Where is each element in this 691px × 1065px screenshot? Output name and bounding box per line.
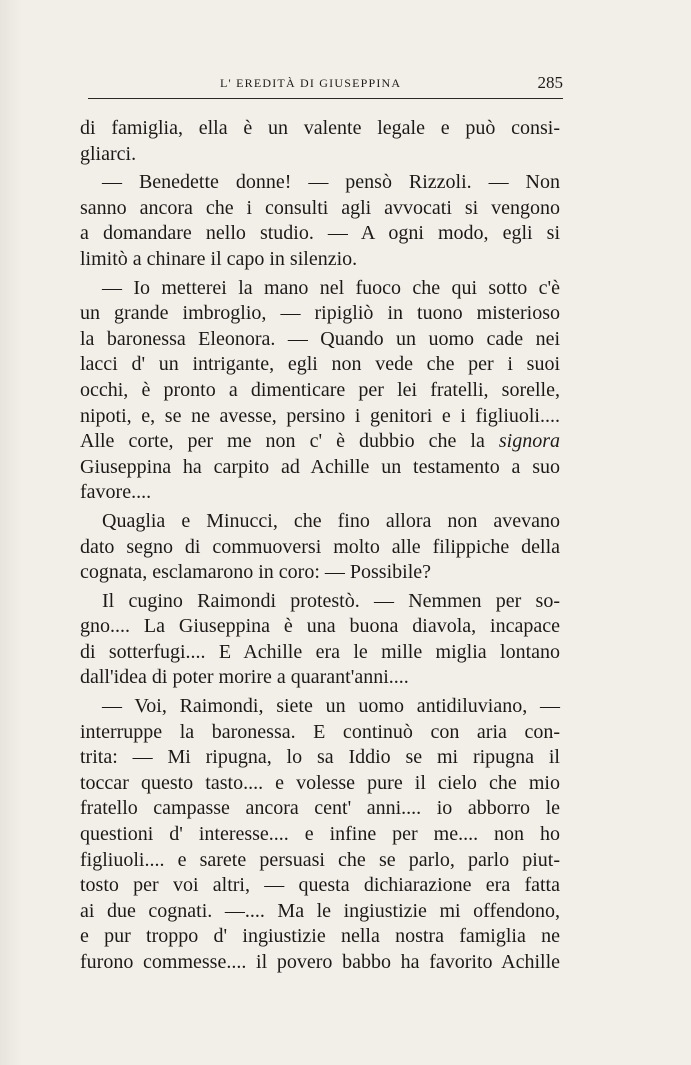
text-line: dall'idea di poter morire a quarant'anni.... [80, 666, 409, 689]
text-line: gliarci. [80, 142, 137, 165]
text-line: gno.... La Giuseppina è una buona diavola, incapace [80, 615, 560, 638]
text-line: — Benedette donne! — pensò Rizzoli. — Non [102, 171, 560, 194]
text-line: — Io metterei la mano nel fuoco che qui sotto c'è [102, 276, 560, 299]
page-gutter-shadow [0, 0, 22, 1065]
text-line: lacci d' un intrigante, egli non vede che per i suoi [80, 353, 560, 376]
page-number: 285 [537, 73, 563, 92]
running-header [88, 72, 563, 96]
text-line: nipoti, e, se ne avesse, persino i genitori e i figliuoli.... [80, 404, 560, 427]
text-line-with-emphasis [80, 429, 560, 455]
emphasized-word: signora [498, 430, 560, 453]
text-line: a domandare nello studio. — A ogni modo, egli si [80, 222, 560, 245]
text-line: furono commesse.... il povero babbo ha favorito Achille [80, 951, 560, 973]
text-line: figliuoli.... e sarete persuasi che se parlo, parlo piut- [80, 848, 560, 871]
text-line: favore.... [80, 481, 152, 504]
text-line: dato segno di commuoversi molto alle filippiche della [80, 535, 560, 558]
text-line: cognata, esclamarono in coro: — Possibile? [80, 561, 432, 584]
text-line: questioni d' interesse.... e infine per me.... non ho [80, 823, 560, 846]
text-line: e pur troppo d' ingiustizie nella nostra famiglia ne [80, 925, 560, 948]
text-line: fratello campasse ancora cent' anni.... io abborro le [80, 797, 560, 820]
header-rule [88, 98, 563, 99]
text-line: toccar questo tasto.... e volesse pure il cielo che mio [80, 771, 560, 794]
text-line: tosto per voi altri, — questa dichiarazione era fatta [80, 874, 560, 897]
text-line: Il cugino Raimondi protestò. — Nemmen per so- [102, 589, 560, 612]
text-line: limitò a chinare il capo in silenzio. [80, 247, 358, 270]
text-line: trita: — Mi ripugna, lo sa Iddio se mi ripugna il [80, 746, 560, 769]
text-line: di sotterfugi.... E Achille era le mille miglia lontano [80, 640, 560, 663]
running-title: L' EREDITÀ DI GIUSEPPINA [220, 76, 402, 90]
text-segment: Alle corte, per me non c' è dubbio che la [80, 430, 499, 453]
text-line: un grande imbroglio, — ripigliò in tuono misterioso [80, 302, 560, 325]
body-text [80, 116, 560, 976]
text-line: sanno ancora che i consulti agli avvocati si vengono [80, 196, 560, 219]
text-line: interruppe la baronessa. E continuò con aria con- [80, 720, 560, 743]
text-line: la baronessa Eleonora. — Quando un uomo cade nei [80, 327, 560, 350]
text-line: di famiglia, ella è un valente legale e può consi- [80, 117, 560, 139]
text-line: occhi, è pronto a dimenticare per lei fratelli, sorelle, [80, 378, 560, 401]
text-line: — Voi, Raimondi, siete un uomo antidiluviano, — [102, 695, 560, 718]
text-line: ai due cognati. —.... Ma le ingiustizie mi offendono, [80, 899, 560, 922]
text-line: Quaglia e Minucci, che fino allora non avevano [102, 509, 560, 532]
text-line: Giuseppina ha carpito ad Achille un testamento a suo [80, 455, 560, 478]
